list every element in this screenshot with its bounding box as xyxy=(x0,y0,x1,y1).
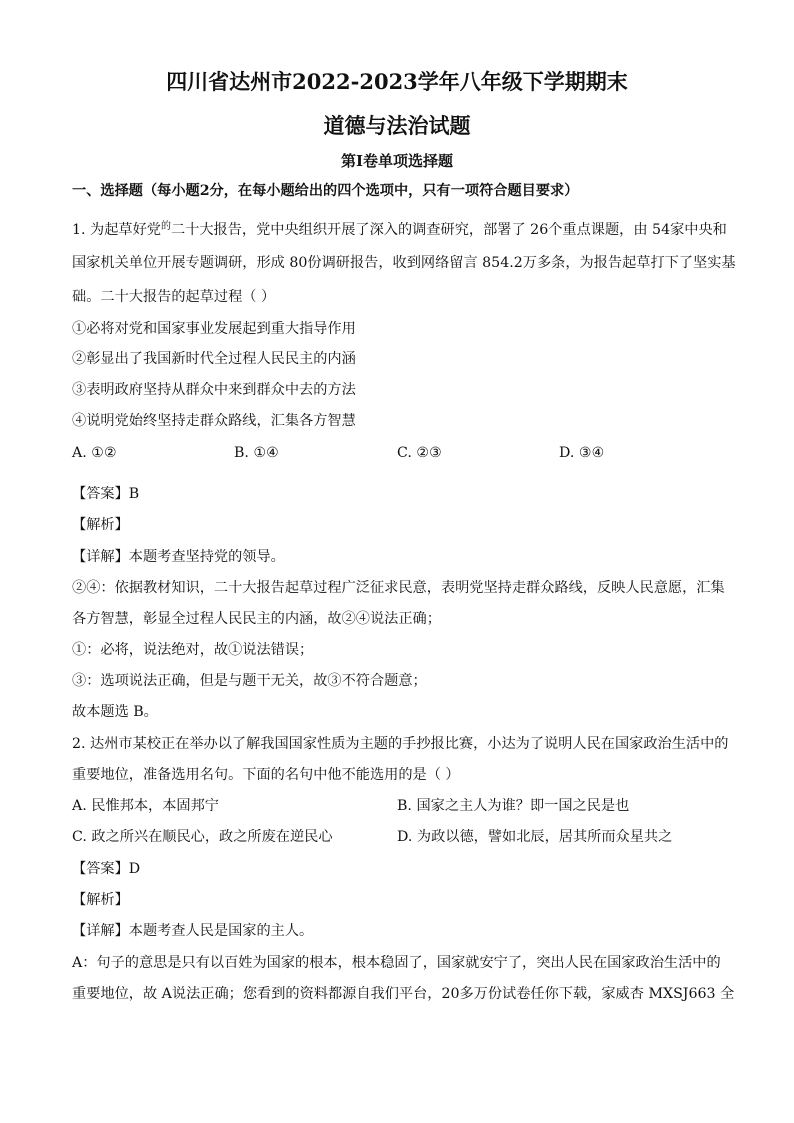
q2-explanation-2: 重要地位，故 A说法正确；您看到的资料都源自我们平台，20多万份试卷任你下载，家威杏 MXSJ663 全 xyxy=(72,986,735,1002)
q2-option-d: D. 为政以德，譬如北辰，居其所而众星共之 xyxy=(397,829,673,845)
section-heading: 一、选择题（每小题2分，在每小题给出的四个选项中，只有一项符合题目要求） xyxy=(72,183,579,199)
q2-option-c: C. 政之所兴在顺民心，政之所废在逆民心 xyxy=(72,829,333,845)
q1-explanation-3: ①：必将，说法绝对，故①说法错误； xyxy=(72,642,314,658)
q1-stem-line-1 xyxy=(72,221,727,241)
q1-explanation-1: ②④：依据教材知识，二十大报告起草过程广泛征求民意，表明党坚持走群众路线，反映人民意愿，汇集 xyxy=(72,580,725,596)
q1-item-1: ①必将对党和国家事业发展起到重大指导作用 xyxy=(72,321,356,337)
q1-option-b: B. ①④ xyxy=(234,445,279,461)
q2-explanation-1: A：句子的意思是只有以百姓为国家的根本，根本稳固了，国家就安宁了，突出人民在国家政治生活中的 xyxy=(72,955,721,971)
q1-item-4: ④说明党始终坚持走群众路线，汇集各方智慧 xyxy=(72,413,356,429)
volume-heading: 第I卷单项选择题 xyxy=(340,152,454,170)
q1-item-2: ②彰显出了我国新时代全过程人民民主的内涵 xyxy=(72,351,356,367)
q2-option-a: A. 民惟邦本，本固邦宁 xyxy=(72,798,219,814)
q1-explanation-2: 各方智慧，彰显全过程人民民主的内涵，故②④说法正确； xyxy=(72,611,441,627)
q1-item-3: ③表明政府坚持从群众中来到群众中去的方法 xyxy=(72,382,356,398)
q1-stem-superscript: 的 xyxy=(160,221,171,232)
q1-answer: 【答案】B xyxy=(72,486,140,502)
q1-option-d: D. ③④ xyxy=(559,445,605,461)
q1-conclusion: 故本题选 B。 xyxy=(72,704,158,720)
page-title: 四川省达州市2022-2023学年八年级下学期期末 xyxy=(166,69,628,94)
q2-stem-line-2: 重要地位，准备选用名句。下面的名句中他不能选用的是（ ） xyxy=(72,767,460,783)
q2-answer: 【答案】D xyxy=(72,861,141,877)
q1-stem-part-a: 1. 为起草好党 xyxy=(72,222,161,238)
q1-option-a: A. ①② xyxy=(72,445,117,461)
q1-detail: 【详解】本题考查坚持党的领导。 xyxy=(72,549,285,565)
q2-option-b: B. 国家之主人为谁？即一国之民是也 xyxy=(397,798,630,814)
q2-detail: 【详解】本题考查人民是国家的主人。 xyxy=(72,923,314,939)
q1-option-c: C. ②③ xyxy=(397,445,442,461)
q2-stem-line-1: 2. 达州市某校正在举办以了解我国国家性质为主题的手抄报比赛，小达为了说明人民在国家政治生活中的 xyxy=(72,736,729,752)
q2-analysis-label: 【解析】 xyxy=(72,892,129,908)
q1-explanation-4: ③：选项说法正确，但是与题干无关，故③不符合题意； xyxy=(72,673,427,689)
q1-analysis-label: 【解析】 xyxy=(72,517,129,533)
q1-stem-line-3: 础。二十大报告的起草过程（ ） xyxy=(72,289,276,305)
q1-stem-part-b: 二十大报告，党中央组织开展了深入的调查研究，部署了 26个重点课题，由 54家中央和 xyxy=(170,222,727,238)
page-subtitle: 道德与法治试题 xyxy=(323,113,471,138)
q1-stem-line-2: 国家机关单位开展专题调研，形成 80份调研报告，收到网络留言 854.2万多条，为报告起草打下了坚实基 xyxy=(72,255,736,271)
